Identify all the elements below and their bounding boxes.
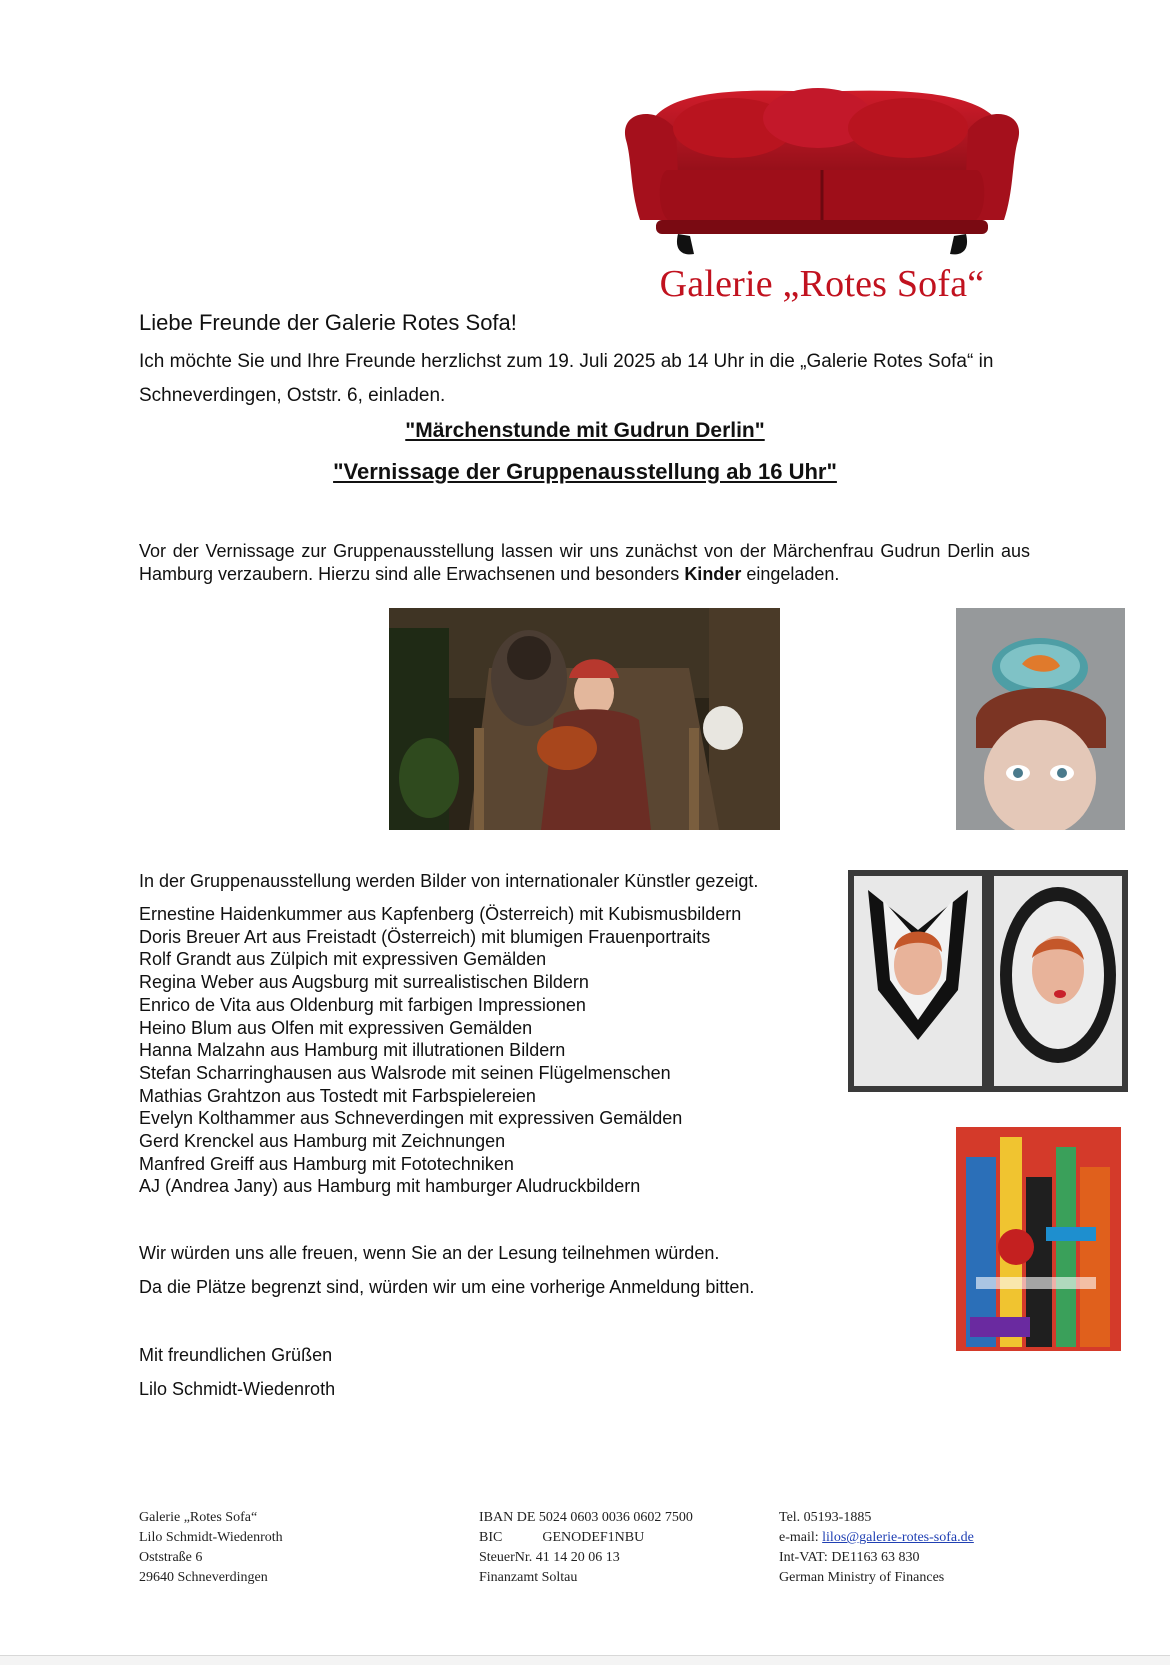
event-description-paragraph (139, 540, 1030, 586)
gallery-brand-title: Galerie „Rotes Sofa“ (659, 263, 985, 305)
footer-bic (479, 1528, 693, 1548)
artist-item: AJ (Andrea Jany) aus Hamburg mit hamburger Aludruckbildern (139, 1176, 641, 1197)
cubist-portraits-painting (848, 870, 1128, 1092)
artist-item: Enrico de Vita aus Oldenburg mit farbigen Impressionen (139, 994, 586, 1015)
footer-bank (479, 1508, 693, 1588)
footer-tax-number: SteuerNr. 41 14 20 06 13 (479, 1550, 620, 1565)
intro-line-1: Ich möchte Sie und Ihre Freunde herzlichst zum 19. Juli 2025 ab 14 Uhr in die „Galerie Rotes Sofa“ in (139, 351, 994, 372)
group-exhibition-intro: In der Gruppenausstellung werden Bilder von internationaler Künstler gezeigt. (139, 871, 759, 891)
footer-bic-label: BIC (479, 1530, 503, 1545)
footer-iban: IBAN DE 5024 0603 0036 0602 7500 (479, 1510, 693, 1525)
email-link[interactable]: lilos@galerie-rotes-sofa.de (822, 1530, 974, 1545)
artist-item: Mathias Grahtzon aus Tostedt mit Farbspielereien (139, 1085, 536, 1106)
closing-line-1: Wir würden uns alle freuen, wenn Sie an der Lesung teilnehmen würden. (139, 1243, 720, 1263)
greeting: Liebe Freunde der Galerie Rotes Sofa! (139, 310, 517, 335)
artist-item: Rolf Grandt aus Zülpich mit expressiven Gemälden (139, 949, 547, 970)
footer-address (139, 1508, 283, 1588)
paragraph-bold-kinder: Kinder (684, 564, 742, 584)
footer-vat: Int-VAT: DE1163 63 830 (779, 1550, 920, 1565)
artist-item: Stefan Scharringhausen aus Walsrode mit seinen Flügelmenschen (139, 1062, 671, 1083)
footer-email-label: e-mail: (779, 1530, 819, 1545)
artist-item: Gerd Krenckel aus Hamburg mit Zeichnungen (139, 1131, 506, 1152)
artist-item: Heino Blum aus Olfen mit expressiven Gemälden (139, 1017, 533, 1038)
signature: Lilo Schmidt-Wiedenroth (139, 1379, 336, 1399)
event-heading-vernissage: "Vernissage der Gruppenausstellung ab 16 Uhr" (333, 459, 837, 484)
footer-city: 29640 Schneverdingen (139, 1570, 268, 1585)
footer-gallery-name: Galerie „Rotes Sofa“ (139, 1510, 258, 1525)
paragraph-text-1: Vor der Vernissage zur Gruppenausstellung lassen wir uns zunächst von der Märchenfrau Gudrun Derlin aus Hamburg verzaubern. Hierzu sind alle Erwachsenen und besonders (139, 541, 1030, 584)
footer-street: Oststraße 6 (139, 1550, 203, 1565)
event-heading-story-hour: "Märchenstunde mit Gudrun Derlin" (405, 419, 765, 442)
artist-item: Regina Weber aus Augsburg mit surrealistischen Bildern (139, 972, 589, 993)
closing-line-2: Da die Plätze begrenzt sind, würden wir um eine vorherige Anmeldung bitten. (139, 1277, 755, 1297)
artist-item: Ernestine Haidenkummer aus Kapfenberg (Österreich) mit Kubismusbildern (139, 904, 742, 924)
artist-item: Doris Breuer Art aus Freistadt (Österreich) mit blumigen Frauenportraits (139, 926, 711, 947)
red-sofa-logo-image (618, 70, 1026, 266)
girl-with-fish-painting (956, 608, 1125, 830)
paragraph-text-2: eingeladen. (741, 564, 840, 584)
artists-list (139, 903, 741, 1198)
footer-contact (779, 1508, 974, 1588)
artist-item: Evelyn Kolthammer aus Schneverdingen mit expressiven Gemälden (139, 1108, 683, 1129)
footer-owner: Lilo Schmidt-Wiedenroth (139, 1530, 283, 1545)
footer-ministry: German Ministry of Finances (779, 1570, 945, 1585)
intro-line-2: Schneverdingen, Oststr. 6, einladen. (139, 385, 446, 406)
artist-item: Manfred Greiff aus Hamburg mit Fototechniken (139, 1153, 514, 1174)
regards: Mit freundlichen Grüßen (139, 1345, 333, 1365)
storyteller-photo (389, 608, 780, 830)
footer-email-row (779, 1528, 974, 1548)
colorful-city-painting (956, 1127, 1121, 1351)
artist-item: Hanna Malzahn aus Hamburg mit illutrationen Bildern (139, 1040, 566, 1061)
footer-bic-value: GENODEF1NBU (542, 1530, 645, 1545)
footer-tax-office: Finanzamt Soltau (479, 1570, 578, 1585)
footer-phone: Tel. 05193-1885 (779, 1510, 872, 1525)
